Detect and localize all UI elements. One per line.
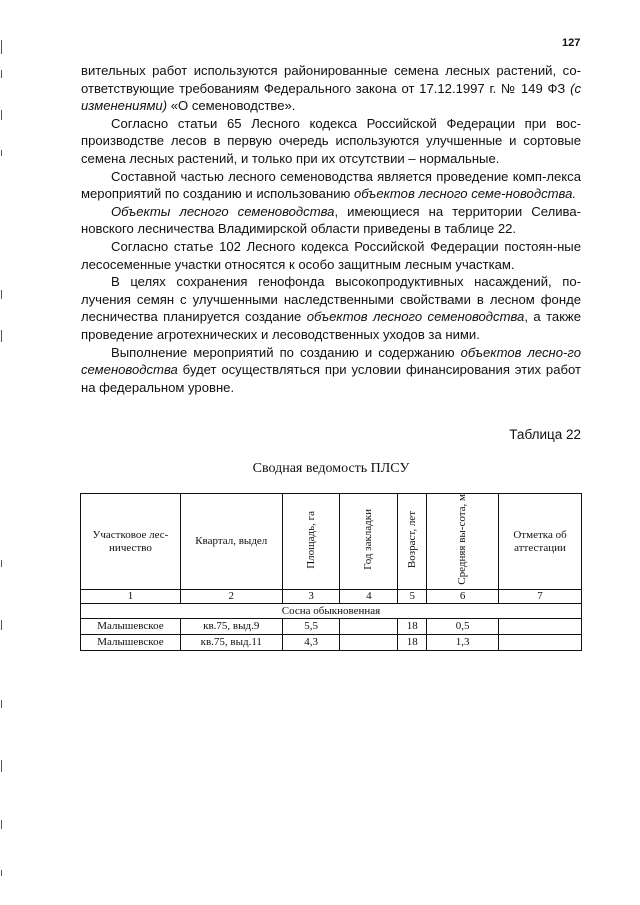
- table-cell: 18: [398, 635, 427, 651]
- paragraph: [81, 344, 581, 397]
- text-run: Выполнение мероприятий по созданию и содержанию: [111, 344, 461, 360]
- table-row: [81, 619, 582, 635]
- paragraph: [81, 62, 581, 115]
- table-cell: Малышевское: [81, 635, 181, 651]
- text-run: Согласно статье 102 Лесного кодекса Российской Федерации постоян-ные лесосеменные участки относятся к особо защитным лесным участкам.: [81, 238, 581, 272]
- text-run: объектов лесного семе-новодства.: [353, 186, 576, 202]
- text-run: Составной частью лесного семеноводства является проведение комп-лекса мероприятий по созданию и использованию: [81, 168, 581, 202]
- table-cell: 4,3: [282, 635, 340, 651]
- table-cell: [340, 619, 398, 635]
- column-number-row: [81, 590, 582, 604]
- text-run: объектов лесно-го семеноводства: [81, 344, 582, 378]
- table-cell: 18: [398, 619, 427, 635]
- section-row: [81, 604, 582, 619]
- header-age-label: Возраст, лет: [405, 510, 418, 569]
- table-cell: кв.75, выд.11: [180, 635, 282, 651]
- table-cell: [340, 635, 398, 651]
- header-height: [427, 494, 499, 590]
- text-run: В целях сохранения генофонда высокопродуктивных насаждений, по-лучения семян с улучшенными наследственными свойствами в лесном фонде лесничества планируется создание: [81, 274, 581, 325]
- table-title: Сводная ведомость ПЛСУ: [252, 461, 410, 476]
- table-cell: кв.75, выд.9: [180, 619, 282, 635]
- column-number: 6: [427, 590, 499, 604]
- paragraph: [81, 168, 581, 203]
- page-number: 127: [562, 37, 581, 49]
- paragraph: [81, 273, 581, 343]
- column-number: 5: [398, 590, 427, 604]
- text-run: , а также проведение агротехнических и лесоводственных уходов за ними.: [81, 309, 581, 342]
- table-header-row: [81, 494, 582, 590]
- header-area-label: Площадь, га: [304, 510, 317, 569]
- header-quarter: Квартал, выдел: [180, 494, 282, 590]
- table-cell: [499, 635, 582, 651]
- scan-edge-marks: [0, 0, 4, 905]
- header-year: [340, 494, 398, 590]
- header-forestry: Участковое лес-ничество: [81, 494, 181, 590]
- column-number: 1: [81, 590, 181, 604]
- text-run: будет осуществляться при условии финансирования этих работ на федеральном уровне.: [81, 362, 581, 395]
- text-run: Объекты лесного семеноводства: [111, 203, 335, 219]
- header-area: [282, 494, 340, 590]
- header-age: [398, 494, 427, 590]
- header-attestation: Отметка об аттестации: [499, 494, 582, 590]
- text-run: вительных работ используются районированные семена лесных растений, со-ответствующие требованиям Федерального закона от 17.12.1997 г. № 149 ФЗ: [81, 63, 581, 96]
- paragraph: [81, 238, 581, 273]
- header-year-label: Год закладки: [362, 509, 375, 570]
- column-number: 7: [499, 590, 582, 604]
- column-number: 3: [282, 590, 340, 604]
- plsu-summary-table: [80, 493, 582, 651]
- table-row: [81, 635, 582, 651]
- column-number: 4: [340, 590, 398, 604]
- text-run: «О семеноводстве».: [167, 98, 296, 114]
- text-run: (с изменениями): [81, 80, 581, 114]
- table-cell: 5,5: [282, 619, 340, 635]
- paragraph: [81, 203, 581, 238]
- paragraph: [81, 115, 581, 168]
- table-cell: 0,5: [427, 619, 499, 635]
- body-text: [81, 62, 581, 396]
- table-cell: Малышевское: [81, 619, 181, 635]
- table-cell: 1,3: [427, 635, 499, 651]
- table-cell: [499, 619, 582, 635]
- table-caption: Таблица 22: [509, 427, 581, 442]
- header-height-label: Средняя вы-сота, м: [456, 494, 469, 585]
- text-run: объектов лесного семеноводства: [306, 309, 525, 325]
- text-run: , имеющиеся на территории Селива-новского лесничества Владимирской области приведены в таблице 22.: [81, 203, 581, 237]
- column-number: 2: [180, 590, 282, 604]
- text-run: Согласно статьи 65 Лесного кодекса Российской Федерации при вос-производстве лесов в первую очередь используются улучшенные и сортовые семена лесных растений, и только при их отсутствии – нормальные.: [81, 115, 581, 166]
- section-title: Сосна обыкновенная: [81, 604, 582, 619]
